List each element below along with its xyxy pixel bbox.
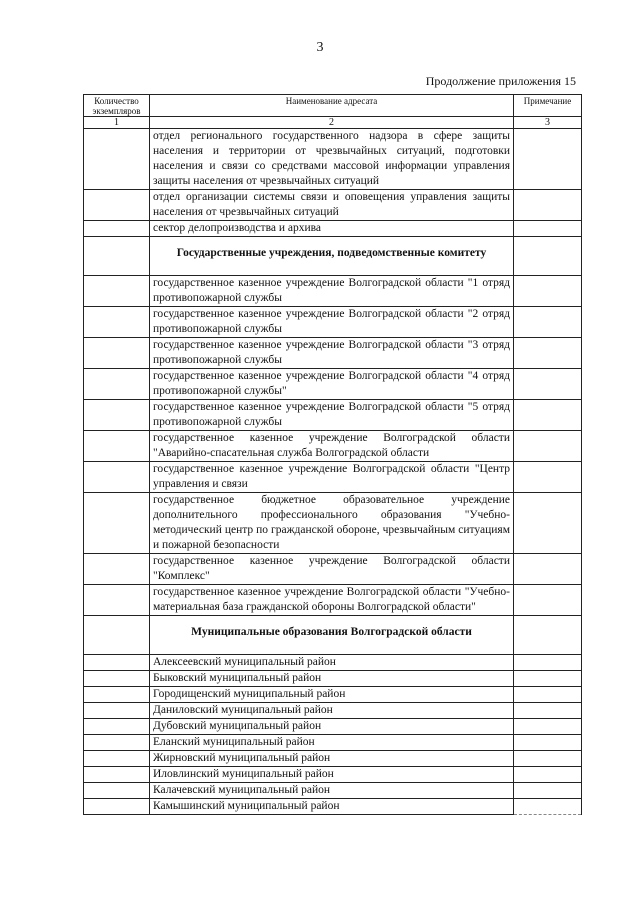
quantity-cell: [84, 799, 150, 815]
note-cell: [514, 767, 582, 783]
distribution-table: [83, 94, 582, 815]
table-row: [84, 719, 582, 735]
addressee-cell: Жирновский муниципальный район: [150, 751, 514, 767]
addressee-cell: государственное казенное учреждение Волгоградской области "2 отряд противопожарной службы: [150, 307, 514, 338]
quantity-cell: [84, 338, 150, 369]
addressee-cell: Даниловский муниципальный район: [150, 703, 514, 719]
note-cell: [514, 751, 582, 767]
note-cell: [514, 307, 582, 338]
addressee-cell: сектор делопроизводства и архива: [150, 221, 514, 237]
quantity-cell: [84, 735, 150, 751]
note-cell: [514, 221, 582, 237]
addressee-cell: Дубовский муниципальный район: [150, 719, 514, 735]
addressee-cell: Городищенский муниципальный район: [150, 687, 514, 703]
page-number: 3: [316, 40, 324, 55]
note-cell: [514, 493, 582, 554]
quantity-cell: [84, 129, 150, 190]
quantity-cell: [84, 783, 150, 799]
table-row: [84, 400, 582, 431]
addressee-cell: Быковский муниципальный район: [150, 671, 514, 687]
quantity-cell: [84, 462, 150, 493]
quantity-cell: [84, 221, 150, 237]
quantity-cell: [84, 237, 150, 276]
addressee-cell: Камышинский муниципальный район: [150, 799, 514, 815]
header-addressee: Наименование адресата: [150, 95, 514, 117]
quantity-cell: [84, 585, 150, 616]
note-cell: [514, 671, 582, 687]
table-row: [84, 369, 582, 400]
note-cell: [514, 687, 582, 703]
table-row: [84, 307, 582, 338]
addressee-cell: государственное казенное учреждение Волгоградской области "Аварийно-спасательная служба Волгоградской области: [150, 431, 514, 462]
table-body: [84, 129, 582, 815]
addressee-cell: государственное казенное учреждение Волгоградской области "5 отряд противопожарной службы: [150, 400, 514, 431]
quantity-cell: [84, 554, 150, 585]
quantity-cell: [84, 307, 150, 338]
table-row: [84, 431, 582, 462]
note-cell: [514, 237, 582, 276]
header-quantity: Количество экземпляров: [84, 95, 150, 117]
quantity-cell: [84, 751, 150, 767]
note-cell: [514, 431, 582, 462]
table-row: [84, 338, 582, 369]
addressee-cell: государственное казенное учреждение Волгоградской области "Учебно-материальная база гражданской обороны Волгоградской области": [150, 585, 514, 616]
table-row: [84, 655, 582, 671]
table-row: [84, 671, 582, 687]
table-row: [84, 190, 582, 221]
table-row: [84, 221, 582, 237]
addressee-cell: Иловлинский муниципальный район: [150, 767, 514, 783]
note-cell: [514, 799, 582, 815]
quantity-cell: [84, 190, 150, 221]
section-row: [84, 237, 582, 276]
note-cell: [514, 276, 582, 307]
addressee-cell: государственное казенное учреждение Волгоградской области "3 отряд противопожарной службы: [150, 338, 514, 369]
section-heading: Государственные учреждения, подведомственные комитету: [150, 237, 514, 276]
note-cell: [514, 369, 582, 400]
addressee-cell: государственное казенное учреждение Волгоградской области "Комплекс": [150, 554, 514, 585]
table-row: [84, 799, 582, 815]
table-row: [84, 735, 582, 751]
quantity-cell: [84, 687, 150, 703]
quantity-cell: [84, 719, 150, 735]
quantity-cell: [84, 276, 150, 307]
note-cell: [514, 616, 582, 655]
note-cell: [514, 338, 582, 369]
note-cell: [514, 129, 582, 190]
quantity-cell: [84, 493, 150, 554]
addressee-cell: государственное бюджетное образовательное учреждение дополнительного профессионального образования "Учебно-методический центр по гражданской обороне, чрезвычайным ситуациям и пожарной безопасности: [150, 493, 514, 554]
column-number: 2: [150, 117, 514, 129]
addressee-cell: отдел организации системы связи и оповещения управления защиты населения от чрезвычайных ситуаций: [150, 190, 514, 221]
table-row: [84, 462, 582, 493]
table-row: [84, 493, 582, 554]
addressee-cell: Еланский муниципальный район: [150, 735, 514, 751]
table-header-row: [84, 95, 582, 117]
addressee-cell: государственное казенное учреждение Волгоградской области "4 отряд противопожарной службы": [150, 369, 514, 400]
quantity-cell: [84, 767, 150, 783]
note-cell: [514, 655, 582, 671]
quantity-cell: [84, 703, 150, 719]
appendix-continuation-label: Продолжение приложения 15: [425, 74, 576, 88]
table-row: [84, 767, 582, 783]
section-heading: Муниципальные образования Волгоградской области: [150, 616, 514, 655]
note-cell: [514, 190, 582, 221]
note-cell: [514, 703, 582, 719]
quantity-cell: [84, 655, 150, 671]
note-cell: [514, 735, 582, 751]
table-row: [84, 687, 582, 703]
table-row: [84, 554, 582, 585]
quantity-cell: [84, 616, 150, 655]
addressee-cell: государственное казенное учреждение Волгоградской области "1 отряд противопожарной службы: [150, 276, 514, 307]
note-cell: [514, 783, 582, 799]
addressee-cell: государственное казенное учреждение Волгоградской области "Центр управления и связи: [150, 462, 514, 493]
note-cell: [514, 462, 582, 493]
table-row: [84, 276, 582, 307]
section-row: [84, 616, 582, 655]
column-number-row: [84, 117, 582, 129]
addressee-cell: отдел регионального государственного надзора в сфере защиты населения и территории от чрезвычайных ситуаций, подготовки населения и связи со средствами массовой информации управления защиты населения от чрезвычайных ситуаций: [150, 129, 514, 190]
table-row: [84, 703, 582, 719]
addressee-cell: Калачевский муниципальный район: [150, 783, 514, 799]
column-number: 1: [84, 117, 150, 129]
quantity-cell: [84, 369, 150, 400]
header-note: Примечание: [514, 95, 582, 117]
addressee-cell: Алексеевский муниципальный район: [150, 655, 514, 671]
quantity-cell: [84, 671, 150, 687]
note-cell: [514, 719, 582, 735]
table-row: [84, 751, 582, 767]
note-cell: [514, 585, 582, 616]
table-row: [84, 783, 582, 799]
note-cell: [514, 554, 582, 585]
quantity-cell: [84, 400, 150, 431]
table-row: [84, 129, 582, 190]
quantity-cell: [84, 431, 150, 462]
column-number: 3: [514, 117, 582, 129]
table-row: [84, 585, 582, 616]
note-cell: [514, 400, 582, 431]
